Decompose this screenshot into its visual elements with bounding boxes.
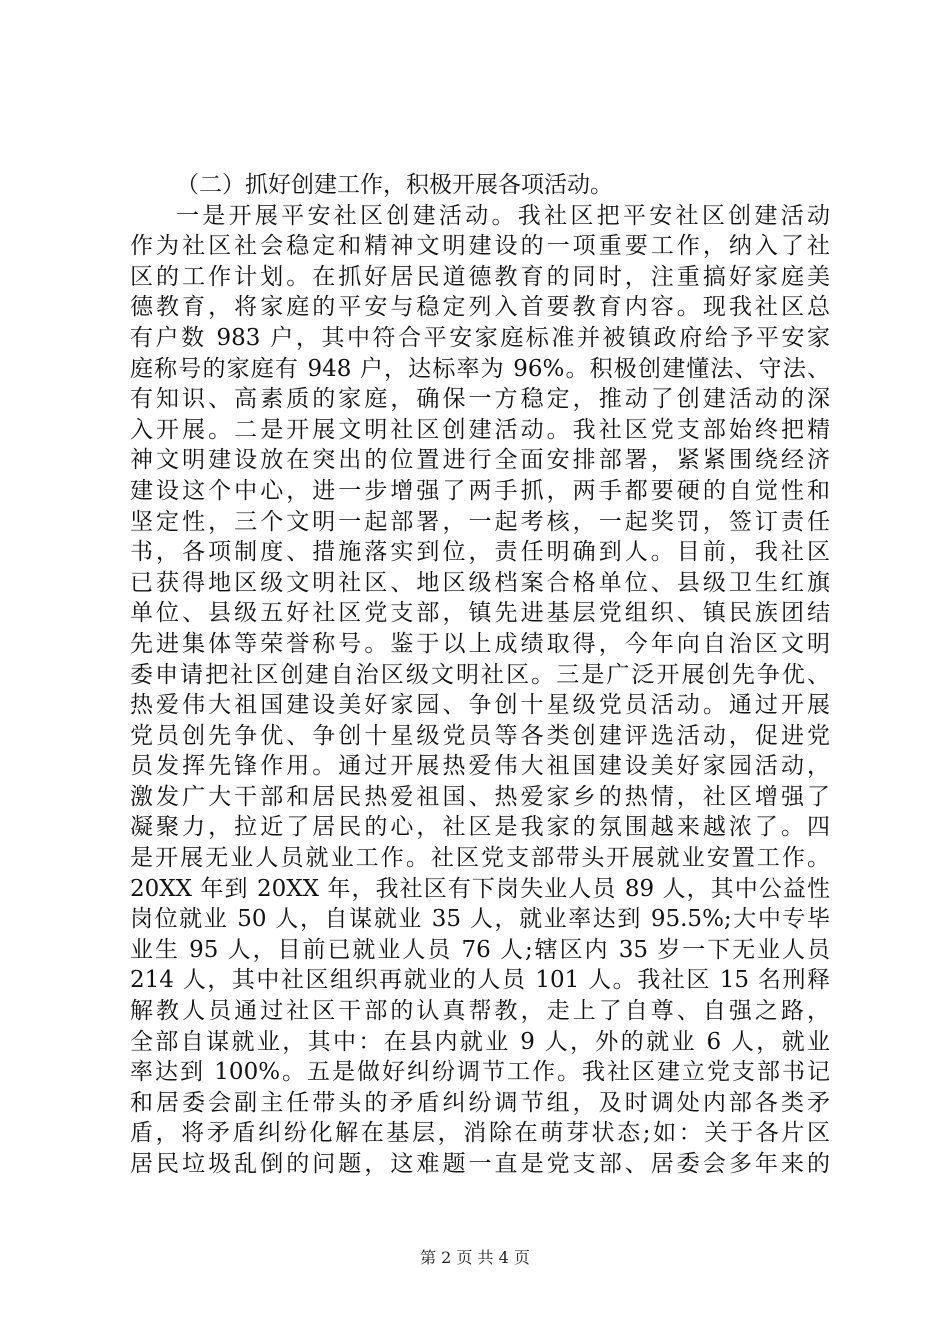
text-line: 是开展无业人员就业工作。社区党支部带头开展就业安置工作。 [130,845,830,872]
text-line: 一是开展平安社区创建活动。我社区把平安社区创建活动 [176,202,830,229]
text-line: 居民垃圾乱倒的问题，这难题一直是党支部、居委会多年来的 [130,1151,830,1177]
text-line: 20XX 年到 20XX 年，我社区有下岗失业人员 89 人，其中公益性 [130,875,830,902]
text-line: 作为社区社会稳定和精神文明建设的一项重要工作，纳入了社 [130,233,830,260]
text-line: 盾，将矛盾纠纷化解在基层，消除在萌芽状态;如：关于各片区 [130,1120,830,1147]
text-line: 岗位就业 50 人，自谋就业 35 人，就业率达到 95.5%;大中专毕 [130,906,830,933]
text-line: 全部自谋就业，其中：在县内就业 9 人，外的就业 6 人，就业 [130,1028,830,1055]
text-line: 激发广大干部和居民热爱祖国、热爱家乡的热情，社区增强了 [130,783,830,810]
text-line: 坚定性，三个文明一起部署，一起考核，一起奖罚，签订责任 [130,508,830,535]
text-line: 率达到 100%。五是做好纠纷调节工作。我社区建立党支部书记 [130,1059,830,1086]
text-line: 书，各项制度、措施落实到位，责任明确到人。目前，我社区 [130,539,830,566]
text-line: 入开展。二是开展文明社区创建活动。我社区党支部始终把精 [130,416,830,443]
text-line: 德教育，将家庭的平安与稳定列入首要教育内容。现我社区总 [130,294,830,321]
text-line: 建设这个中心，进一步增强了两手抓，两手都要硬的自觉性和 [130,477,830,504]
text-line: 有户数 983 户，其中符合平安家庭标准并被镇政府给予平安家 [130,324,830,351]
text-line: 神文明建设放在突出的位置进行全面安排部署，紧紧围绕经济 [130,447,830,474]
page-number-footer: 第 2 页 共 4 页 [420,1248,530,1267]
text-line: 委申请把社区创建自治区级文明社区。三是广泛开展创先争优、 [130,661,830,688]
text-line: 单位、县级五好社区党支部，镇先进基层党组织、镇民族团结 [130,600,830,627]
body-text [130,170,830,1180]
text-line: 凝聚力，拉近了居民的心，社区是我家的氛围越来越浓了。四 [130,814,830,841]
text-line: 员发挥先锋作用。通过开展热爱伟大祖国建设美好家园活动， [130,753,830,780]
text-line: 解教人员通过社区干部的认真帮教，走上了自尊、自强之路， [130,998,830,1025]
text-line: 已获得地区级文明社区、地区级档案合格单位、县级卫生红旗 [130,569,830,596]
text-line: 区的工作计划。在抓好居民道德教育的同时，注重搞好家庭美 [130,263,830,290]
text-line: 业生 95 人，目前已就业人员 76 人;辖区内 35 岁一下无业人员 [130,936,830,963]
text-line: 热爱伟大祖国建设美好家园、争创十星级党员活动。通过开展 [130,692,830,719]
text-line: 214 人，其中社区组织再就业的人员 101 人。我社区 15 名刑释 [130,967,830,994]
text-line: 党员创先争优、争创十星级党员等各类创建评选活动，促进党 [130,722,830,749]
text-line: 庭称号的家庭有 948 户，达标率为 96%。积极创建懂法、守法、 [130,355,830,382]
section-heading: （二）抓好创建工作，积极开展各项活动。 [176,172,613,198]
text-line: 先进集体等荣誉称号。鉴于以上成绩取得，今年向自治区文明 [130,630,830,657]
text-line: 有知识、高素质的家庭，确保一方稳定，推动了创建活动的深 [130,386,830,413]
text-line: 和居委会副主任带头的矛盾纠纷调节组，及时调处内部各类矛 [130,1089,830,1116]
